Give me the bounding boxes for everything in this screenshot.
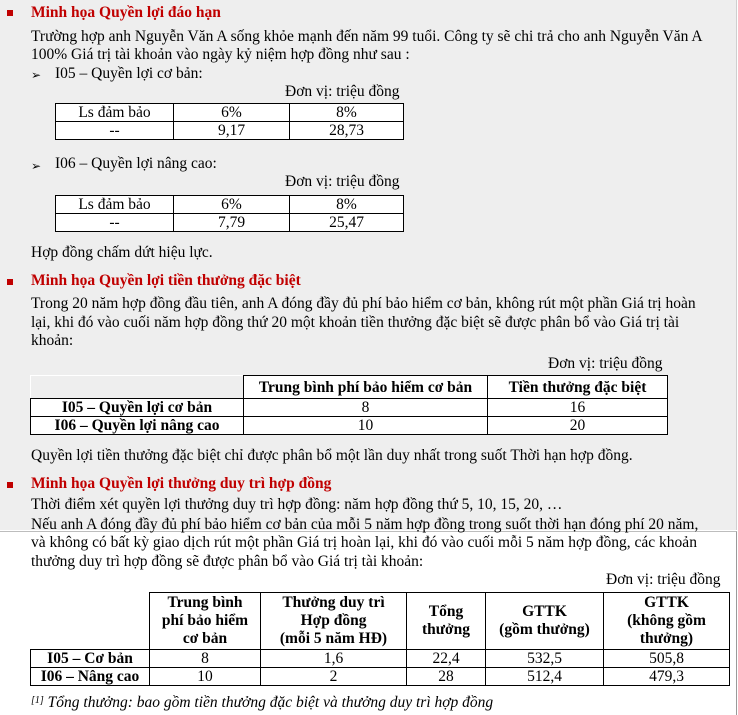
unit-label: Đơn vị: triệu đồng — [548, 355, 663, 372]
table-cell: 7,79 — [174, 214, 290, 232]
table-cell: 8 — [244, 399, 488, 417]
subsection-label: I05 – Quyền lợi cơ bản: — [55, 65, 203, 82]
section-title-maturity: Minh họa Quyền lợi đáo hạn — [31, 4, 221, 21]
table-header-line: phí bảo hiểm — [161, 612, 249, 629]
table-cell: 1,6 — [261, 650, 407, 668]
bullet-icon — [7, 279, 13, 285]
table-cell: 8% — [290, 196, 404, 214]
table-cell-empty — [31, 593, 150, 650]
loyalty-bonus-table — [30, 592, 730, 686]
table-header-avg-premium — [150, 593, 261, 650]
maturity-table-i05 — [55, 103, 404, 140]
table-cell: -- — [56, 122, 174, 140]
table-cell: -- — [56, 214, 174, 232]
unit-label: Đơn vị: triệu đồng — [606, 571, 721, 588]
table-cell: 6% — [174, 104, 290, 122]
table-header-line: Tổng — [428, 603, 464, 620]
table-header-loyalty-bonus — [261, 593, 407, 650]
table-cell: 6% — [174, 196, 290, 214]
section-title-special-bonus: Minh họa Quyền lợi tiền thưởng đặc biệt — [31, 272, 301, 289]
table-row-label: I05 – Quyền lợi cơ bản — [31, 399, 244, 417]
table-row-label: I05 – Cơ bản — [31, 650, 150, 668]
unit-label: Đơn vị: triệu đồng — [285, 173, 400, 190]
table-header-line: cơ bản — [182, 630, 228, 647]
table-header-line: thưởng — [421, 621, 471, 638]
arrow-bullet-icon: ➢ — [31, 159, 42, 173]
table-header-account-value-with-bonus — [486, 593, 604, 650]
table-header-line: GTTK — [644, 594, 689, 611]
paragraph-line: Nếu anh A đóng đầy đủ phí bảo hiểm cơ bản của mỗi 5 năm hợp đồng trong suốt thời hạn đóng phí 20 năm, — [31, 516, 699, 533]
paragraph-line: và không có bất kỳ giao dịch rút một phần Giá trị hoàn lại, khi đó vào cuối mỗi 5 năm hợp đồng, các khoản — [31, 534, 697, 551]
table-cell: 479,3 — [604, 668, 730, 686]
paragraph-line: Trường hợp anh Nguyễn Văn A sống khỏe mạnh đến năm 99 tuổi. Công ty sẽ chi trả cho anh Nguyễn Văn A — [31, 28, 703, 45]
table-header-line: Trung bình — [167, 594, 243, 611]
section-title-loyalty-bonus: Minh họa Quyền lợi thưởng duy trì hợp đồng — [31, 475, 332, 492]
table-cell: 10 — [244, 417, 488, 435]
table-header-line: Thưởng duy trì — [282, 594, 385, 611]
paragraph-line: 100% Giá trị tài khoản vào ngày kỷ niệm hợp đồng như sau : — [31, 46, 410, 63]
table-cell: 505,8 — [604, 650, 730, 668]
table-header-total-bonus — [407, 593, 486, 650]
paragraph-line: Trong 20 năm hợp đồng đầu tiên, anh A đóng đầy đủ phí bảo hiểm cơ bản, không rút một phần Giá trị hoàn — [31, 295, 696, 312]
table-cell: 9,17 — [174, 122, 290, 140]
paragraph-line: khoản: — [31, 332, 74, 349]
unit-label: Đơn vị: triệu đồng — [285, 83, 400, 100]
table-cell: 8 — [150, 650, 261, 668]
table-cell: 20 — [488, 417, 668, 435]
table-cell: 22,4 — [407, 650, 486, 668]
footnote-mark: [1] — [31, 695, 44, 706]
table-header-line: (gồm thưởng) — [499, 621, 590, 638]
table-cell-empty — [31, 376, 244, 399]
table-cell: 8% — [290, 104, 404, 122]
table-cell: 28,73 — [290, 122, 404, 140]
table-header-account-value-without-bonus — [604, 593, 730, 650]
bullet-icon — [7, 482, 13, 488]
subsection-label: I06 – Quyền lợi nâng cao: — [55, 155, 217, 172]
footnote — [31, 694, 493, 712]
table-cell: 2 — [261, 668, 407, 686]
table-header-line: (mỗi 5 năm HĐ) — [279, 630, 388, 647]
paragraph-line: Hợp đồng chấm dứt hiệu lực. — [31, 244, 213, 261]
table-cell: 25,47 — [290, 214, 404, 232]
paragraph-line: thưởng duy trì hợp đồng sẽ được phân bổ vào Giá trị tài khoản: — [31, 553, 424, 570]
table-header-line: GTTK — [522, 603, 567, 620]
paragraph-line: Quyền lợi tiền thưởng đặc biệt chỉ được phân bổ một lần duy nhất trong suốt Thời hạn hợp đồng. — [31, 447, 633, 464]
table-row-label: I06 – Quyền lợi nâng cao — [31, 417, 244, 435]
table-header-line: Hợp đồng — [300, 612, 367, 629]
maturity-table-i06 — [55, 195, 404, 232]
footnote-text: Tổng thưởng: bao gồm tiền thưởng đặc biệt và thưởng duy trì hợp đồng — [47, 694, 494, 711]
table-header: Trung bình phí bảo hiểm cơ bản — [244, 376, 488, 399]
arrow-bullet-icon: ➢ — [31, 68, 42, 82]
table-row-label: I06 – Nâng cao — [31, 668, 150, 686]
table-header-line: thưởng) — [639, 630, 694, 647]
table-cell: 532,5 — [486, 650, 604, 668]
table-cell: 16 — [488, 399, 668, 417]
special-bonus-table — [30, 375, 668, 435]
paragraph-line: lại, khi đó vào cuối năm hợp đồng thứ 20 một khoản tiền thưởng đặc biệt sẽ được phân bổ vào Giá trị tài — [31, 314, 680, 331]
bullet-icon — [7, 10, 13, 16]
table-header: Tiền thưởng đặc biệt — [488, 376, 668, 399]
table-header-line: (không gồm — [627, 612, 706, 629]
table-cell: 28 — [407, 668, 486, 686]
paragraph-line: Thời điểm xét quyền lợi thưởng duy trì hợp đồng: năm hợp đồng thứ 5, 10, 15, 20, … — [31, 496, 563, 513]
table-cell: Ls đảm bảo — [56, 104, 174, 122]
table-cell: 10 — [150, 668, 261, 686]
table-cell: Ls đảm bảo — [56, 196, 174, 214]
table-cell: 512,4 — [486, 668, 604, 686]
